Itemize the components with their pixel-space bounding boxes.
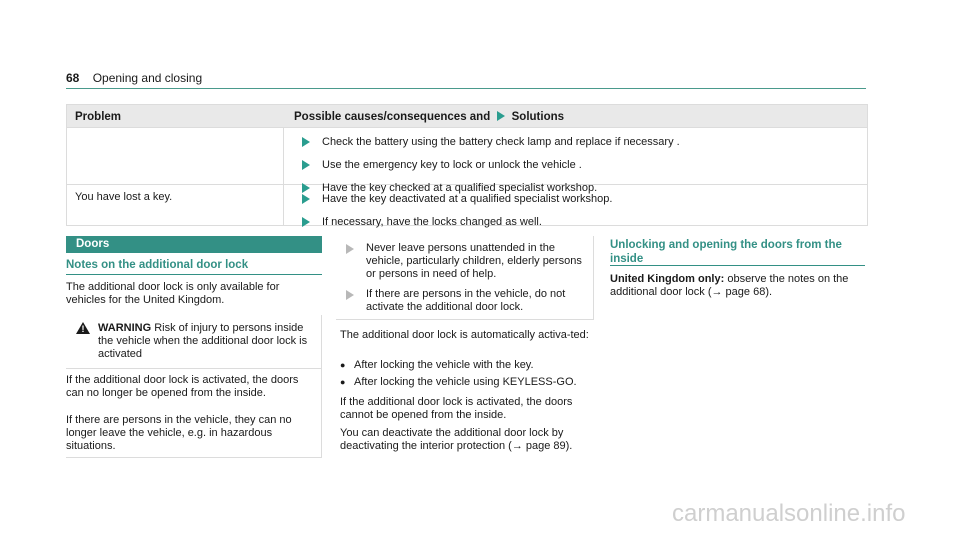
warning-step-text: If there are persons in the vehicle, do not activate the additional door lock. <box>366 288 566 313</box>
subheading-rule <box>66 274 322 275</box>
warning-header <box>98 322 318 361</box>
table-row <box>67 184 867 228</box>
step-text: Have the key checked at a qualified specialist workshop. <box>322 182 598 194</box>
solution-step <box>302 135 867 155</box>
warning-step-text: Never leave persons unattended in the vehicle, particularly children, elderly persons or persons in need of help. <box>366 242 582 280</box>
warning-label: WARNING <box>98 322 152 334</box>
list-item <box>340 376 590 389</box>
step-text: If necessary, have the locks changed as well. <box>322 216 542 228</box>
activated-text: If the additional door lock is activated, the doors cannot be opened from the inside. <box>340 396 573 421</box>
warning-icon: ! <box>76 322 90 334</box>
step-arrow-icon <box>302 194 310 204</box>
page-header <box>66 71 202 85</box>
deactivate-text: You can deactivate the additional door lock by deactivating the interior protection (→ page 89). <box>340 427 573 452</box>
step-arrow-icon <box>302 160 310 170</box>
section-title: Opening and closing <box>92 71 203 85</box>
col-causes-label: Possible causes/consequences and <box>294 111 491 123</box>
table-header <box>67 105 867 127</box>
problem-cell <box>67 128 284 184</box>
warning-divider <box>66 368 321 369</box>
solutions-cell <box>284 185 867 228</box>
doors-banner: Doors <box>66 236 322 253</box>
col-causes-header <box>284 105 867 127</box>
warning-box <box>66 315 322 458</box>
problem-table <box>66 104 868 226</box>
step-arrow-icon <box>346 290 354 300</box>
step-arrow-icon <box>346 244 354 254</box>
list-item-text: After locking the vehicle using KEYLESS-GO. <box>354 376 577 388</box>
warning-text: Risk of injury to persons inside the vehicle when the additional door lock is activated <box>98 322 308 360</box>
solutions-cell <box>284 128 867 194</box>
notes-subheading: Notes on the additional door lock <box>66 259 249 271</box>
col-solutions-label: Solutions <box>511 111 565 123</box>
step-text: Have the key deactivated at a qualified specialist workshop. <box>322 193 613 205</box>
auto-activation-text: The additional door lock is automatically activa-ted: <box>340 329 589 341</box>
uk-only-text <box>610 273 865 299</box>
solution-step <box>302 215 867 235</box>
heading-rule <box>610 265 865 266</box>
uk-only-body: observe the notes on the additional door lock (→ page 68). <box>610 273 849 298</box>
bullet-icon: ● <box>340 360 346 370</box>
bullet-icon: ● <box>340 377 346 387</box>
unlocking-heading: Unlocking and opening the doors from the inside <box>610 239 842 265</box>
col-problem-header: Problem <box>75 111 122 123</box>
list-item-text: After locking the vehicle with the key. <box>354 359 534 371</box>
step-text: Use the emergency key to lock or unlock the vehicle . <box>322 159 582 171</box>
list-item <box>340 359 590 372</box>
uk-only-label: United Kingdom only: <box>610 273 725 285</box>
warning-step <box>346 288 586 314</box>
warning-body-1: If the additional door lock is activated, the doors can no longer be opened from the inside. <box>66 374 299 399</box>
table-row <box>67 127 867 194</box>
warning-steps-box <box>336 236 594 320</box>
warning-body-2: If there are persons in the vehicle, they can no longer leave the vehicle, e.g. in hazardous situations. <box>66 414 292 452</box>
solution-step <box>302 158 867 178</box>
step-arrow-icon <box>302 217 310 227</box>
problem-cell: You have lost a key. <box>67 185 284 225</box>
step-arrow-icon <box>302 137 310 147</box>
intro-text: The additional door lock is only available for vehicles for the United Kingdom. <box>66 281 280 306</box>
watermark: carmanualsonline.info <box>672 500 906 527</box>
arrow-icon <box>497 111 505 121</box>
solution-step <box>302 192 867 212</box>
header-rule <box>66 88 866 89</box>
page-number: 68 <box>66 71 80 85</box>
warning-step <box>346 242 586 281</box>
step-text: Check the battery using the battery check lamp and replace if necessary . <box>322 136 680 148</box>
